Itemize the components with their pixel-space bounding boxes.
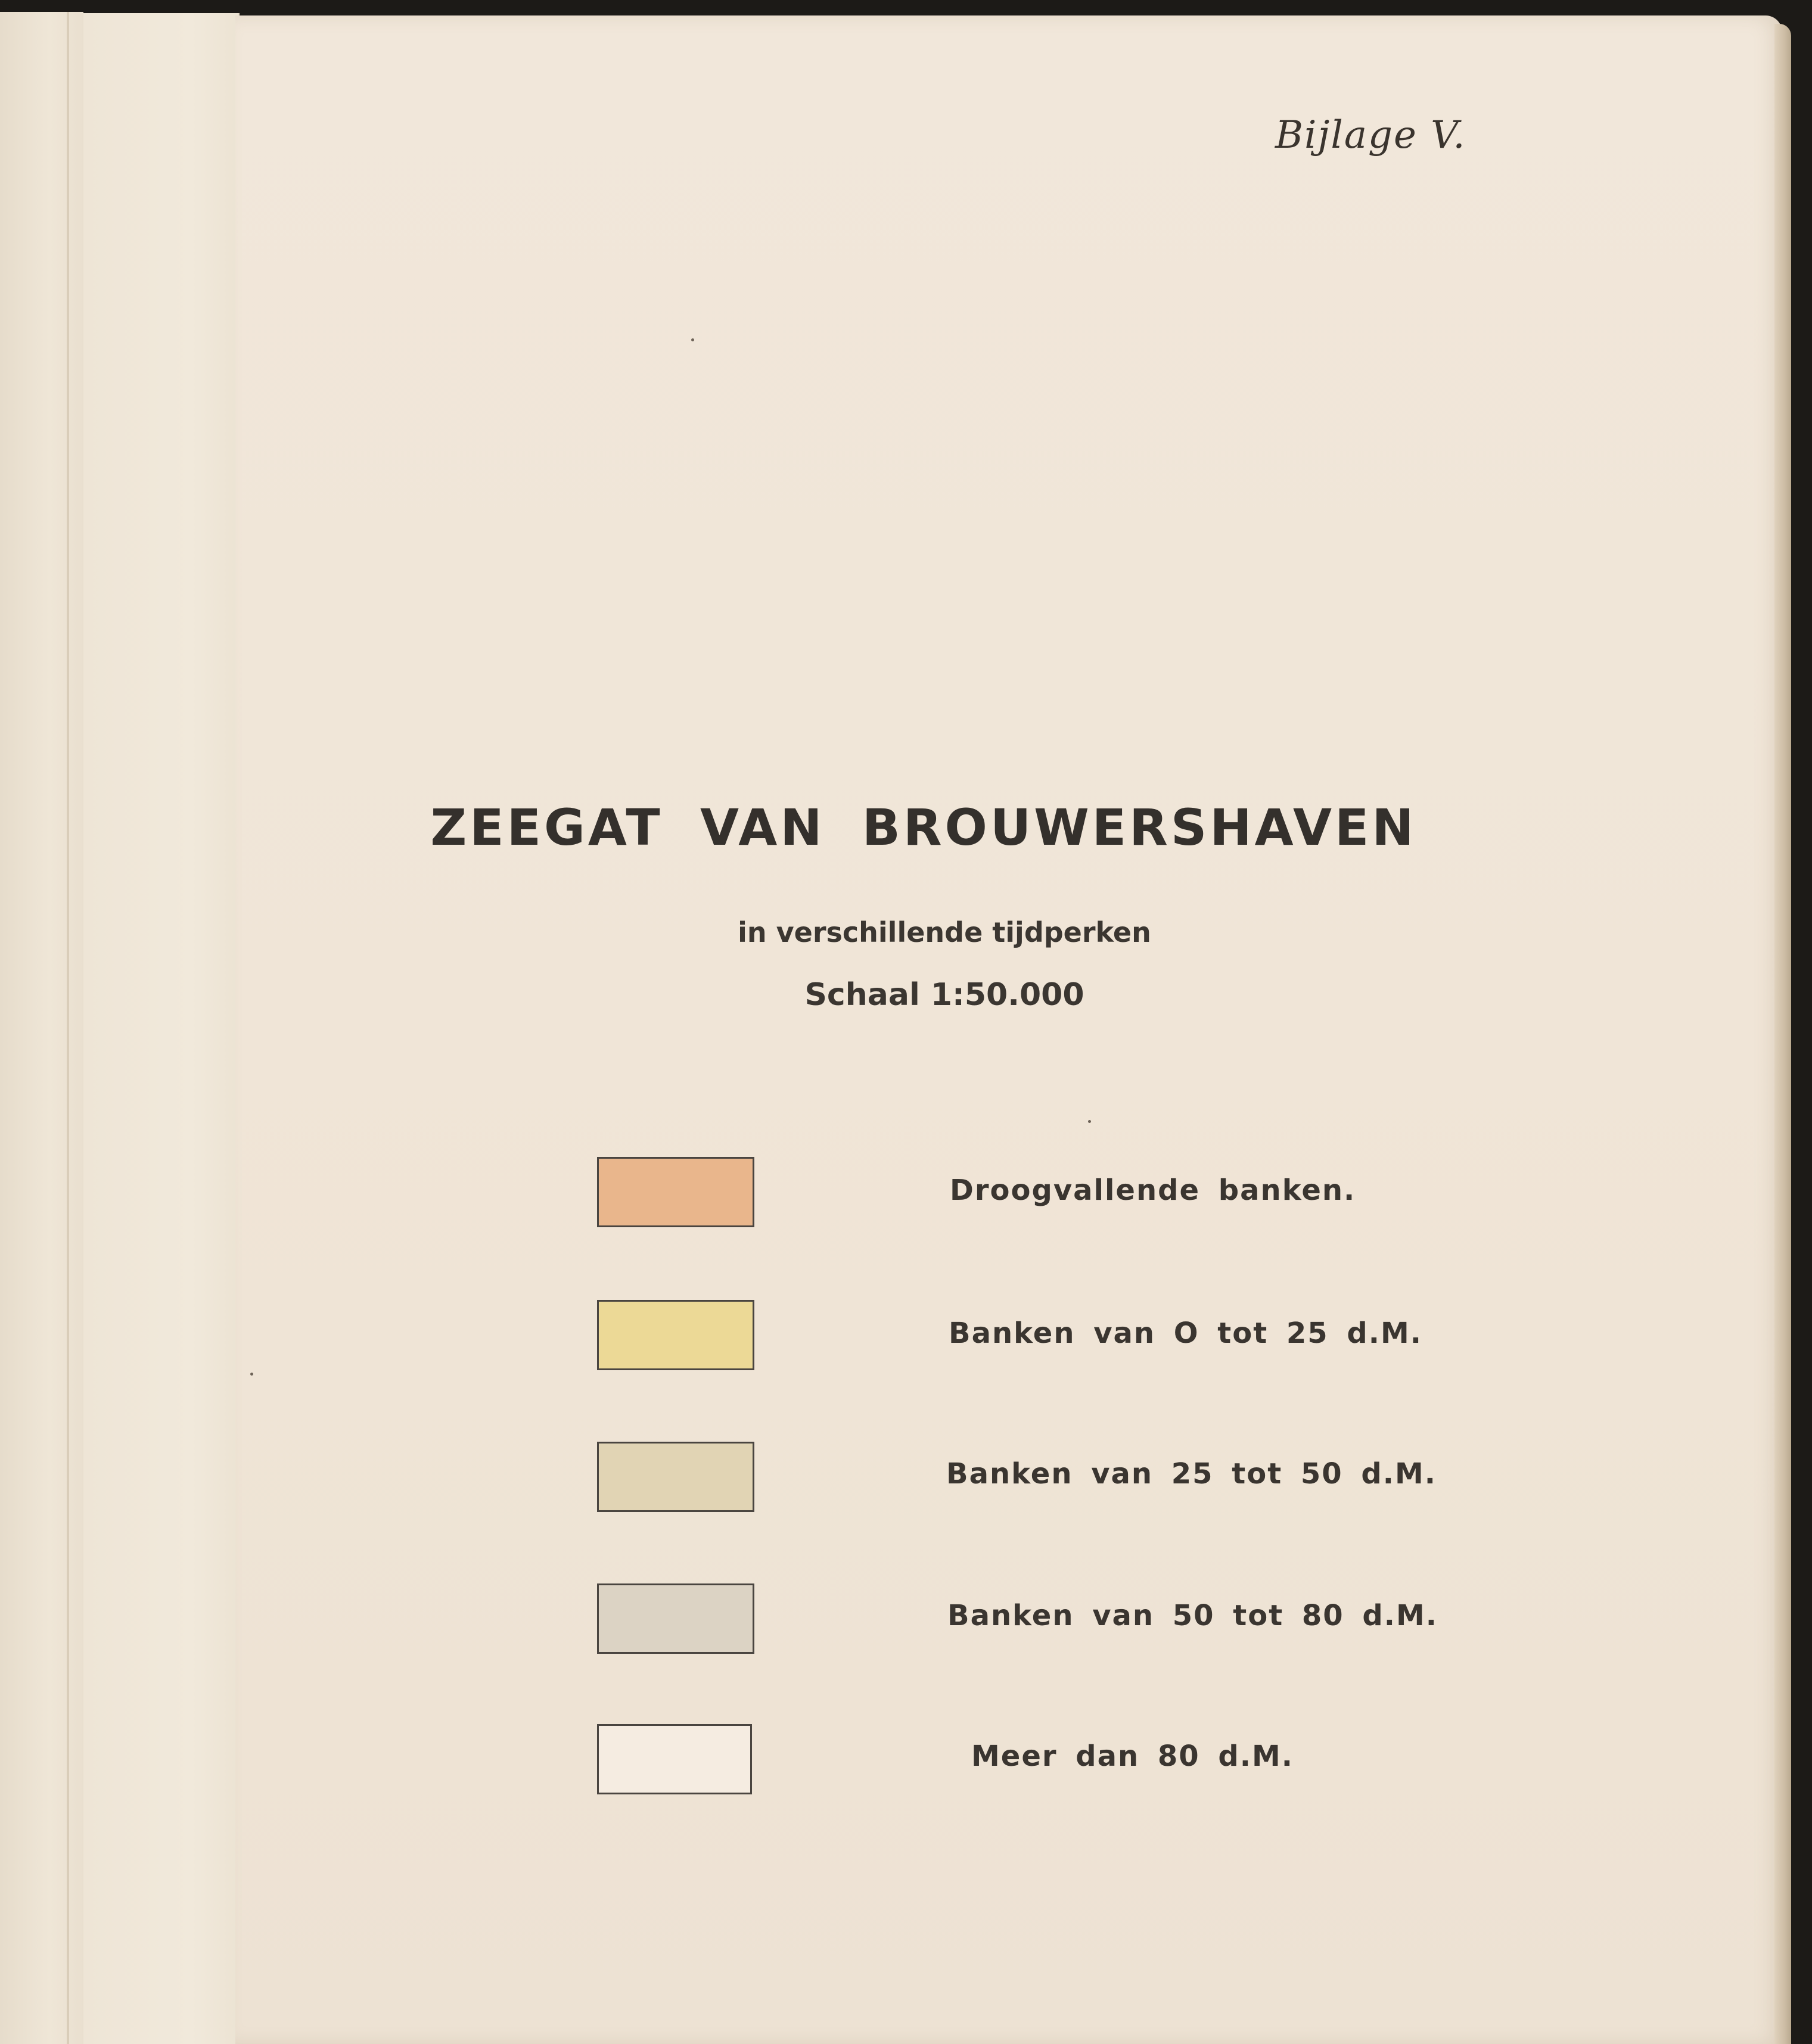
legend-swatch-80-plus: [597, 1724, 752, 1794]
paper-speck: [691, 338, 694, 341]
binding-stub: [83, 13, 240, 2044]
legend-label-50-80: Banken van 50 tot 80 d.M.: [947, 1599, 1438, 1632]
legend-swatch-25-50: [597, 1442, 754, 1512]
legend-swatch-50-80: [597, 1583, 754, 1654]
legend-label-80-plus: Meer dan 80 d.M.: [971, 1740, 1294, 1773]
map-title: ZEEGAT VAN BROUWERSHAVEN: [430, 798, 1417, 857]
binding-gutter: [67, 12, 69, 2044]
paper-speck: [1088, 1120, 1091, 1123]
map-scale: Schaal 1:50.000: [804, 977, 1084, 1013]
paper-speck: [250, 1373, 253, 1376]
page-fore-edge: [1774, 24, 1791, 2044]
legend-swatch-0-25: [597, 1300, 754, 1370]
legend-label-droogvallende: Droogvallende banken.: [950, 1174, 1356, 1207]
legend-label-0-25: Banken van O tot 25 d.M.: [949, 1317, 1422, 1350]
map-subtitle: in verschillende tijdperken: [738, 916, 1151, 948]
left-page-edge: [0, 12, 83, 2044]
annex-label: Bijlage V.: [1275, 113, 1466, 157]
legend-swatch-droogvallende: [597, 1157, 754, 1227]
legend-label-25-50: Banken van 25 tot 50 d.M.: [946, 1457, 1437, 1491]
